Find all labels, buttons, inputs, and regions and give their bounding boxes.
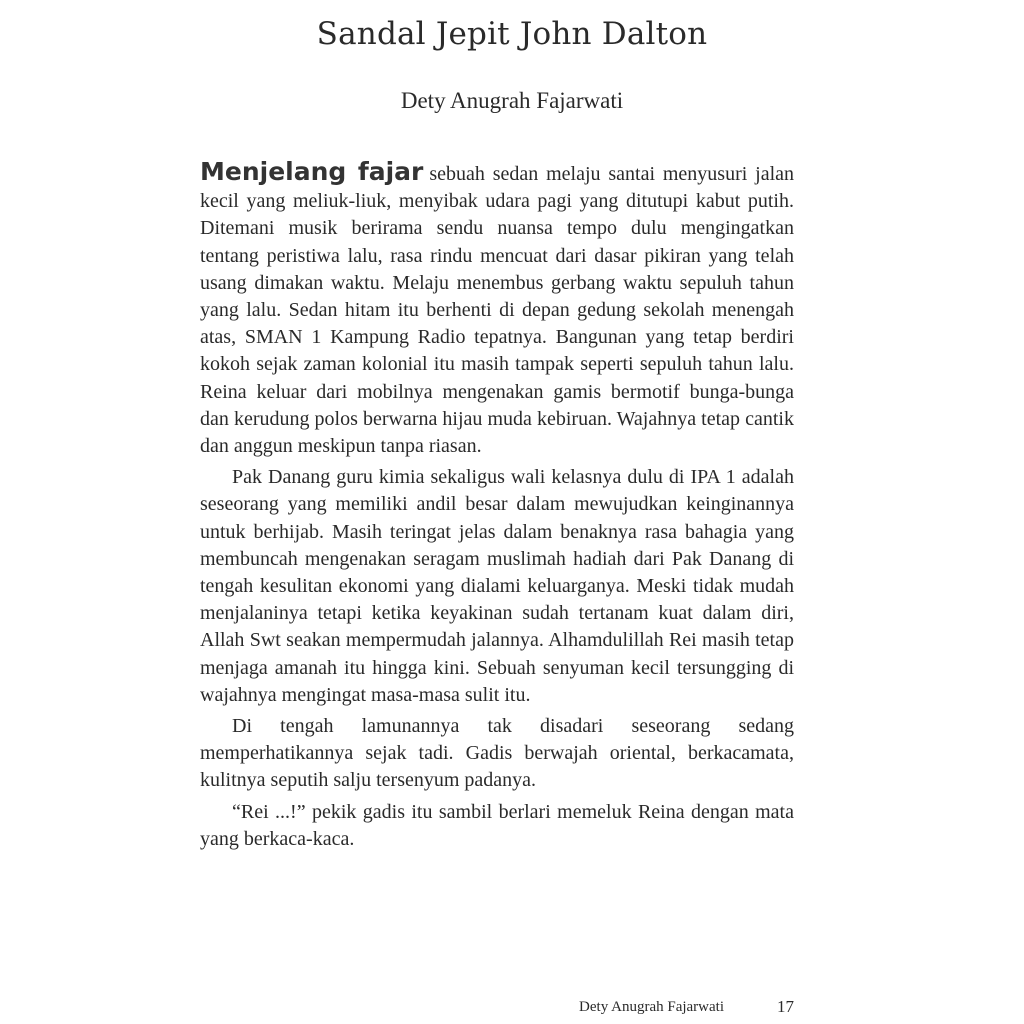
paragraph-1 — [200, 158, 794, 460]
page-footer — [0, 997, 794, 1021]
lead-phrase: Menjelang fajar — [200, 157, 424, 186]
paragraph-1-text: sebuah sedan melaju santai menyusuri jalan kecil yang meliuk-liuk, menyibak udara pagi yang ditutupi kabut putih. Ditemani musik berirama sendu nuansa tempo dulu mengingatkan tentang peristiwa lalu, rasa rindu mencuat dari dasar pikiran yang telah usang dimakan waktu. Melaju menembus gerbang waktu sepuluh tahun yang lalu. Sedan hitam itu berhenti di depan gedung sekolah menengah atas, SMAN 1 Kampung Radio tepatnya. Bangunan yang tetap berdiri kokoh sejak zaman kolonial itu masih tampak seperti sepuluh tahun lalu. Reina keluar dari mobilnya mengenakan gamis bermotif bunga-bunga dan kerudung polos berwarna hijau muda kebiruan. Wajahnya tetap cantik dan anggun meskipun tanpa riasan. — [200, 163, 795, 458]
chapter-author: Dety Anugrah Fajarwati — [400, 88, 624, 113]
chapter-title: Sandal Jepit John Dalton — [316, 16, 708, 52]
footer-author: Dety Anugrah Fajarwati — [579, 999, 724, 1015]
page-number: 17 — [777, 997, 794, 1016]
paragraph-2: Pak Danang guru kimia sekaligus wali kelasnya dulu di IPA 1 adalah seseorang yang memiliki andil besar dalam mewujudkan keinginannya untuk berhijab. Masih teringat jelas dalam benaknya rasa bahagia yang membuncah mengenakan seragam muslimah hadiah dari Pak Danang di tengah kesulitan ekonomi yang dialami keluarganya. Meski tidak mudah menjalaninya tetapi ketika keyakinan sudah tertanam kuat dalam diri, Allah Swt seakan mempermudah jalannya. Alhamdulillah Rei masih tetap menjaga amanah itu hingga kini. Sebuah senyuman kecil tersungging di wajahnya mengingat masa-masa sulit itu. — [200, 466, 794, 706]
chapter-body — [200, 158, 794, 857]
paragraph-4: “Rei ...!” pekik gadis itu sambil berlari memeluk Reina dengan mata yang berkaca-kaca. — [200, 800, 794, 850]
paragraph-3: Di tengah lamunannya tak disadari seseorang sedang memperhatikannya sejak tadi. Gadis berwajah oriental, berkacamata, kulitnya seputih salju tersenyum padanya. — [200, 715, 794, 792]
